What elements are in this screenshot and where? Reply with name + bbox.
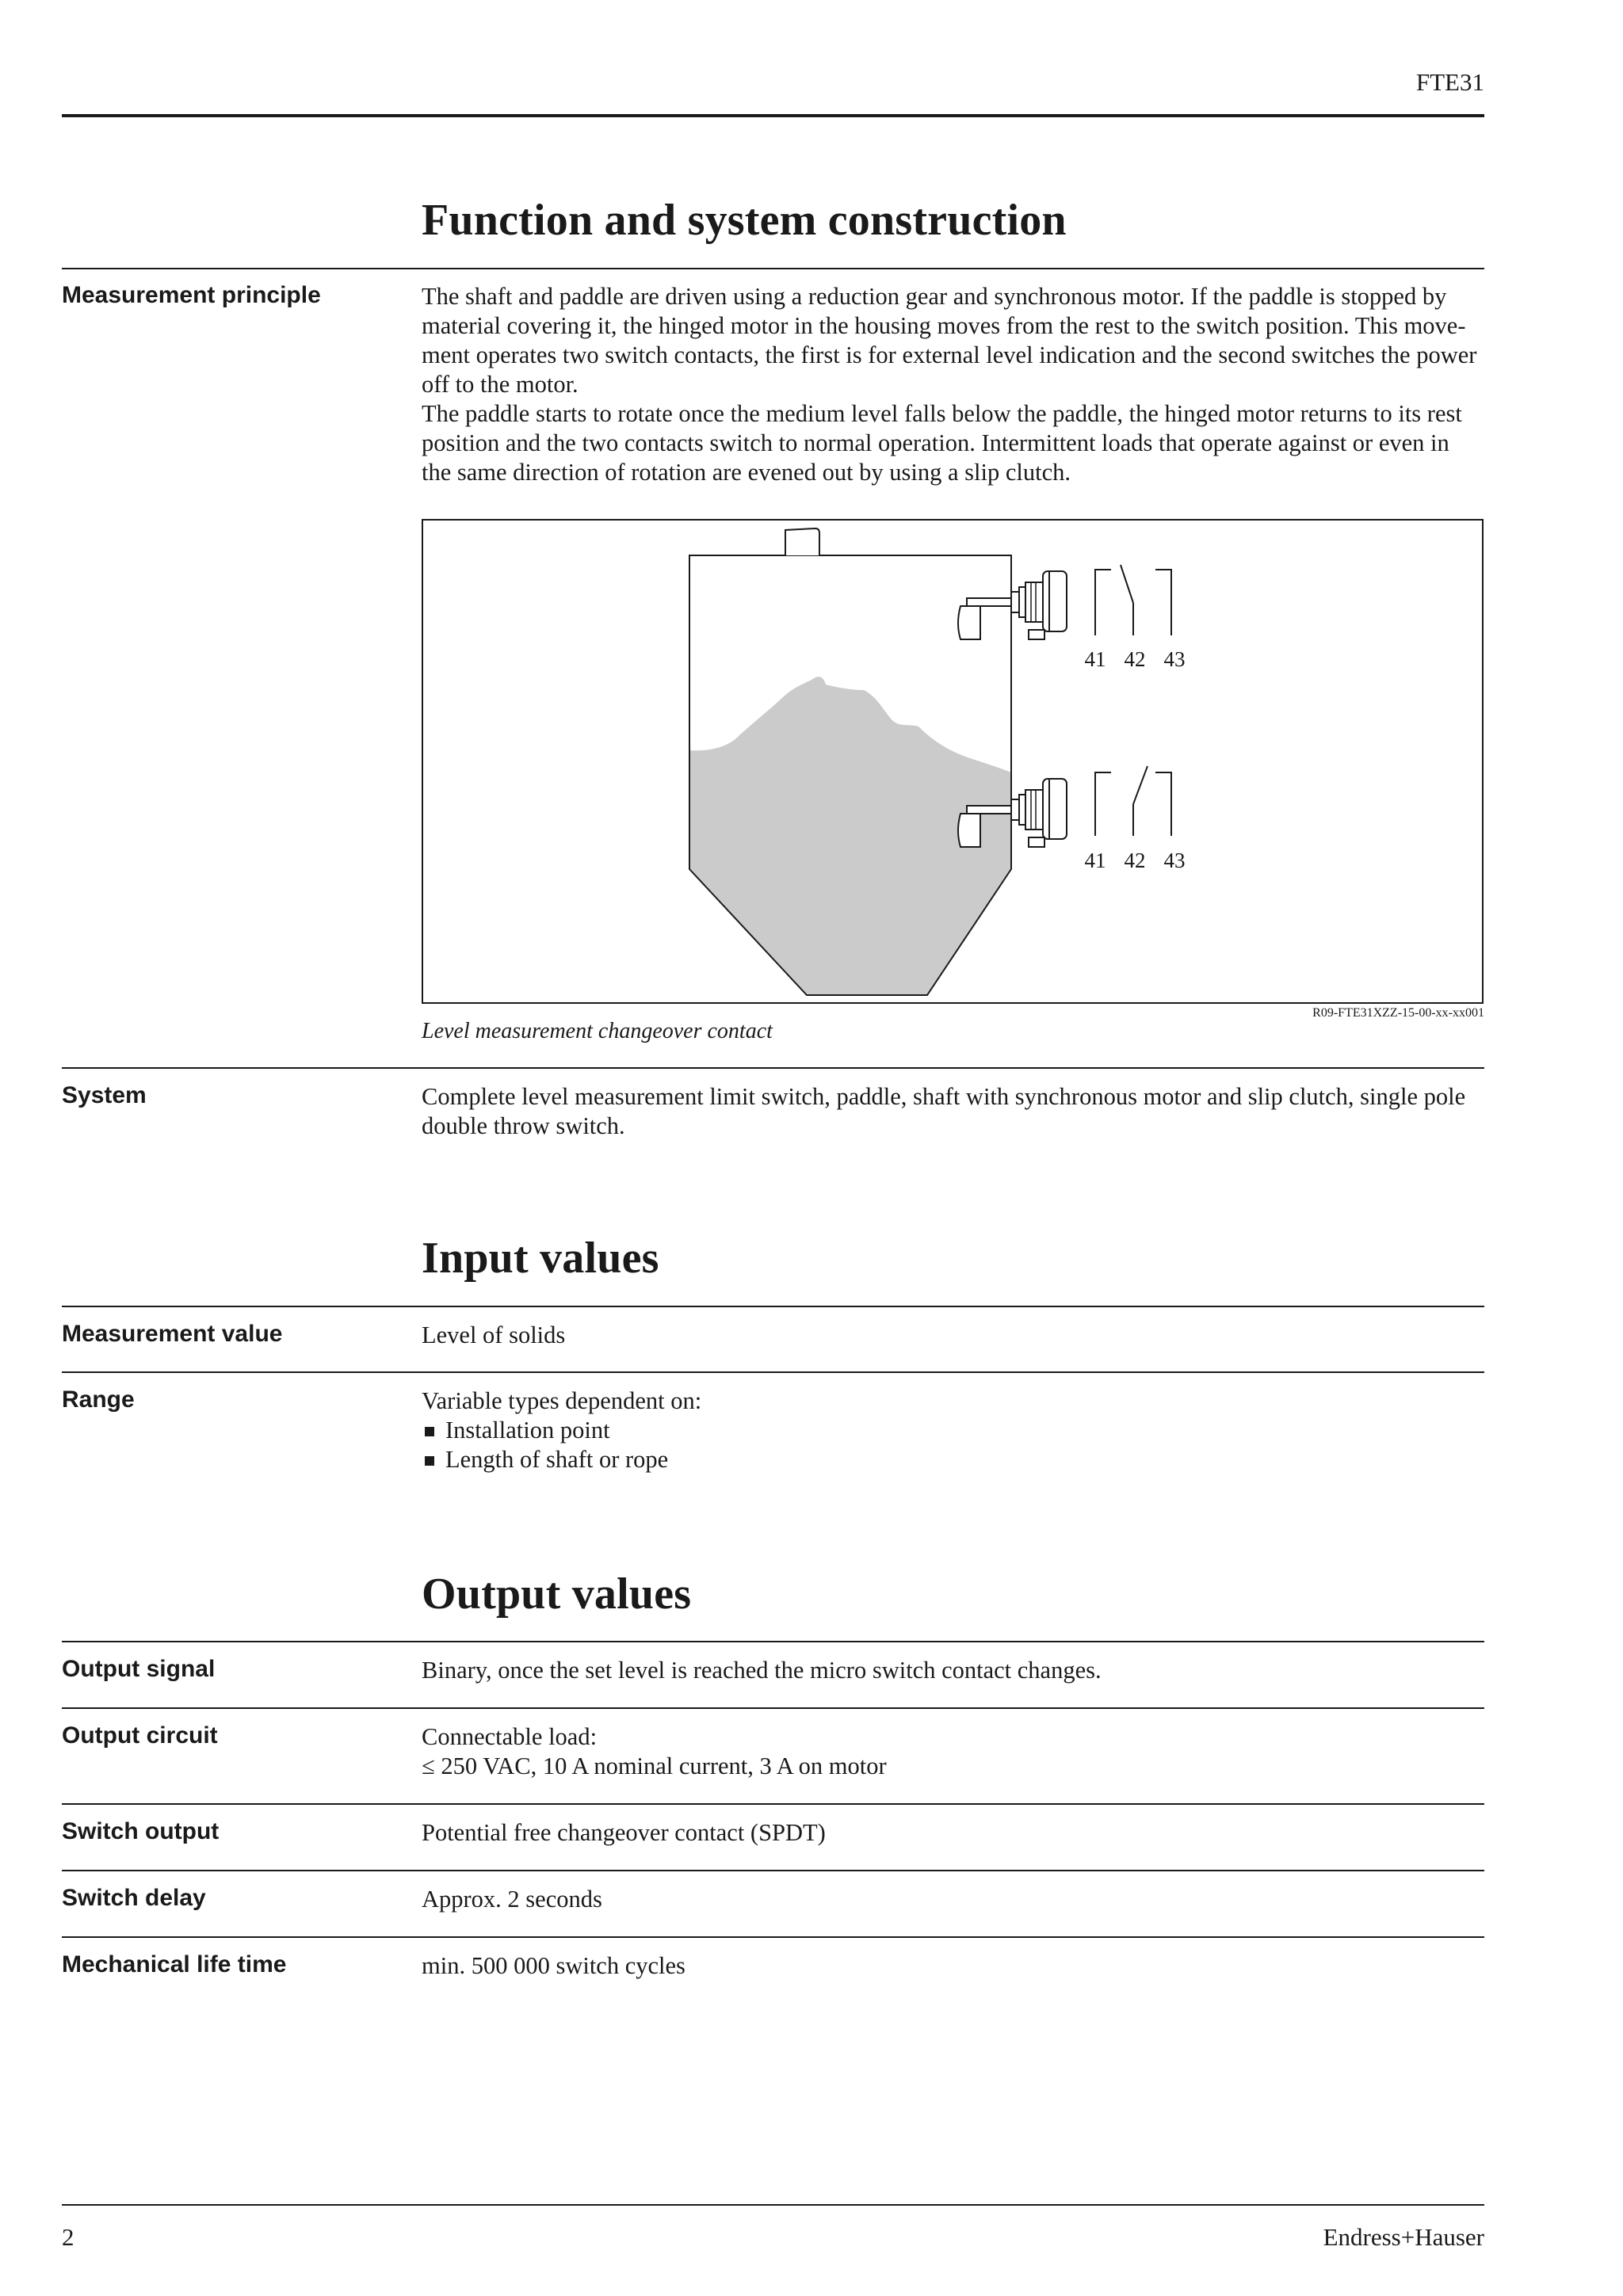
range-list	[422, 1416, 1484, 1474]
lower-terminal-43: 43	[1163, 849, 1186, 872]
figure-caption: Level measurement changeover contact	[422, 1019, 773, 1043]
upper-terminal-42: 42	[1124, 647, 1146, 671]
label-output-circuit: Output circuit	[62, 1722, 218, 1749]
mechanical-life-text: min. 500 000 switch cycles	[422, 1952, 685, 1979]
header-rule	[62, 114, 1484, 117]
section-rule	[62, 1306, 1484, 1307]
upper-level-switch	[958, 571, 1067, 639]
row-rule	[62, 1707, 1484, 1709]
lower-terminal-41: 41	[1084, 849, 1106, 872]
row-rule	[62, 1936, 1484, 1938]
silo-diagram	[423, 521, 1482, 1002]
label-measurement-principle: Measurement principle	[62, 282, 321, 308]
list-item: Length of shaft or rope	[422, 1445, 1484, 1474]
level-measurement-figure	[422, 519, 1484, 1004]
range-intro: Variable types dependent on:	[422, 1387, 702, 1414]
figure-reference: R09-FTE31XZZ-15-00-xx-xx001	[1312, 1006, 1484, 1020]
output-circuit-line1: Connectable load:	[422, 1723, 598, 1750]
page-number: 2	[62, 2223, 74, 2251]
label-mechanical-life: Mechanical life time	[62, 1951, 287, 1978]
measurement-principle-para1: The shaft and paddle are driven using a reduction gear and synchronous motor. If the paddle is stopped by material covering it, the hinged motor in the housing moves from the rest to the switch position. This move-ment operates two switch contacts, the first is for external level indication and the second switches the power off to the motor.	[422, 283, 1477, 398]
document-id: FTE31	[1415, 68, 1484, 96]
section-rule	[62, 268, 1484, 269]
range-text	[422, 1386, 1484, 1474]
row-rule	[62, 1067, 1484, 1069]
switch-delay-text: Approx. 2 seconds	[422, 1886, 602, 1913]
section-title-output: Output values	[422, 1569, 692, 1619]
label-output-signal: Output signal	[62, 1656, 216, 1682]
system-text: Complete level measurement limit switch, paddle, shaft with synchronous motor and slip clutch, single pole double throw switch.	[422, 1083, 1466, 1139]
label-switch-output: Switch output	[62, 1818, 220, 1844]
row-rule	[62, 1870, 1484, 1871]
output-signal-text: Binary, once the set level is reached the micro switch contact changes.	[422, 1657, 1102, 1684]
upper-switch-contacts	[1095, 565, 1171, 635]
label-switch-delay: Switch delay	[62, 1885, 206, 1911]
lower-terminal-42: 42	[1124, 849, 1146, 872]
list-item: Installation point	[422, 1416, 1484, 1445]
measurement-principle-para2: The paddle starts to rotate once the medium level falls below the paddle, the hinged motor returns to its rest position and the two contacts switch to normal operation. Intermittent loads that operate against or even in the same direction of rotation are evened out by using a slip clutch.	[422, 400, 1462, 486]
switch-output-text: Potential free changeover contact (SPDT)	[422, 1819, 826, 1846]
section-title-function: Function and system construction	[422, 196, 1067, 245]
output-circuit-text	[422, 1722, 1484, 1781]
measurement-value-text: Level of solids	[422, 1322, 566, 1348]
brand-name: Endress+Hauser	[1323, 2223, 1484, 2251]
upper-terminal-41: 41	[1084, 647, 1106, 671]
label-system: System	[62, 1082, 147, 1108]
section-title-input: Input values	[422, 1234, 659, 1283]
row-rule	[62, 1803, 1484, 1805]
label-range: Range	[62, 1386, 135, 1413]
silo-inlet	[785, 528, 819, 555]
row-rule	[62, 1371, 1484, 1373]
section-rule	[62, 1641, 1484, 1642]
measurement-principle-text	[422, 282, 1484, 487]
label-measurement-value: Measurement value	[62, 1321, 283, 1347]
lower-switch-contacts	[1095, 766, 1171, 836]
output-circuit-line2: ≤ 250 VAC, 10 A nominal current, 3 A on motor	[422, 1753, 887, 1779]
footer-rule	[62, 2204, 1484, 2206]
upper-terminal-43: 43	[1163, 647, 1186, 671]
